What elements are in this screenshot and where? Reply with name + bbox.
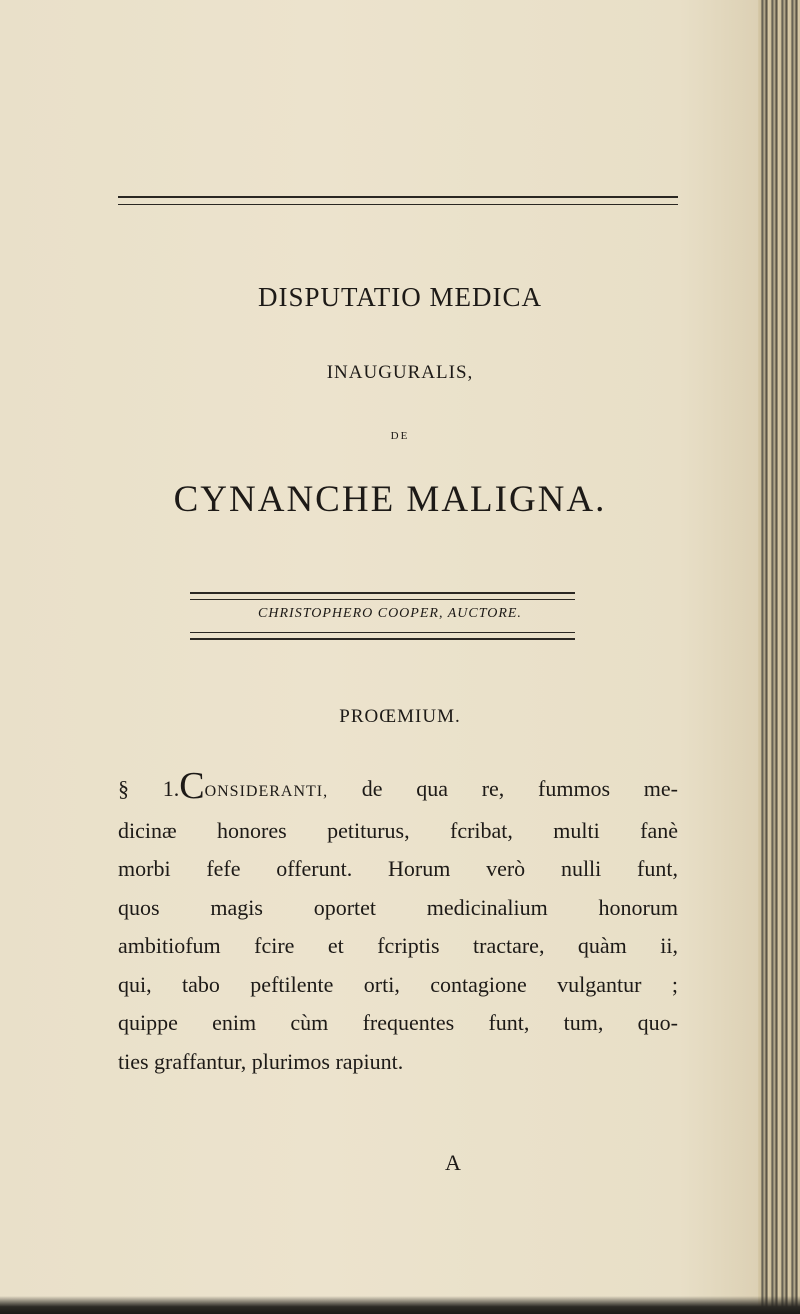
paragraph-line-7: quippe enim cùm frequentes funt, tum, quo-: [118, 1010, 678, 1035]
body-paragraph: [118, 765, 679, 1081]
line-1-text: de qua re, fummos me-: [328, 776, 679, 801]
title-subtitle: INAUGURALIS,: [326, 362, 474, 383]
author-rule-bottom: [190, 632, 575, 640]
paragraph-line-3: morbi fefe offerunt. Horum verò nulli funt,: [118, 856, 678, 881]
section-number: 1.: [162, 776, 180, 801]
small-caps-word: ONSIDERANTI,: [204, 783, 329, 800]
paragraph-first-line: [118, 765, 679, 812]
paragraph-line-2: dicinæ honores petiturus, fcribat, multi fanè: [118, 817, 678, 843]
paragraph-line-6: qui, tabo peftilente orti, contagione vulgantur ;: [118, 971, 678, 997]
paragraph-line-5: ambitiofum fcire et fcriptis tractare, quàm ii,: [118, 933, 678, 958]
author-line: CHRISTOPHERO COOPER, AUCTORE.: [258, 606, 522, 621]
top-double-rule: [118, 196, 678, 205]
title-subject: CYNANCHE MALIGNA.: [173, 479, 607, 520]
paragraph-line-8: ties graffantur, plurimos rapiunt.: [118, 1048, 404, 1074]
page-binding-edge: [758, 0, 800, 1314]
title-main: DISPUTATIO MEDICA: [257, 282, 543, 312]
signature-mark: A: [445, 1150, 461, 1175]
section-heading: PROŒMIUM.: [339, 706, 461, 727]
page-bottom-shadow: [0, 1296, 800, 1314]
section-marker: §: [118, 776, 129, 801]
title-de: DE: [390, 430, 410, 442]
paragraph-line-4: quos magis oportet medicinalium honorum: [118, 894, 678, 920]
author-rule-top: [190, 592, 575, 600]
drop-capital: C: [179, 765, 205, 807]
